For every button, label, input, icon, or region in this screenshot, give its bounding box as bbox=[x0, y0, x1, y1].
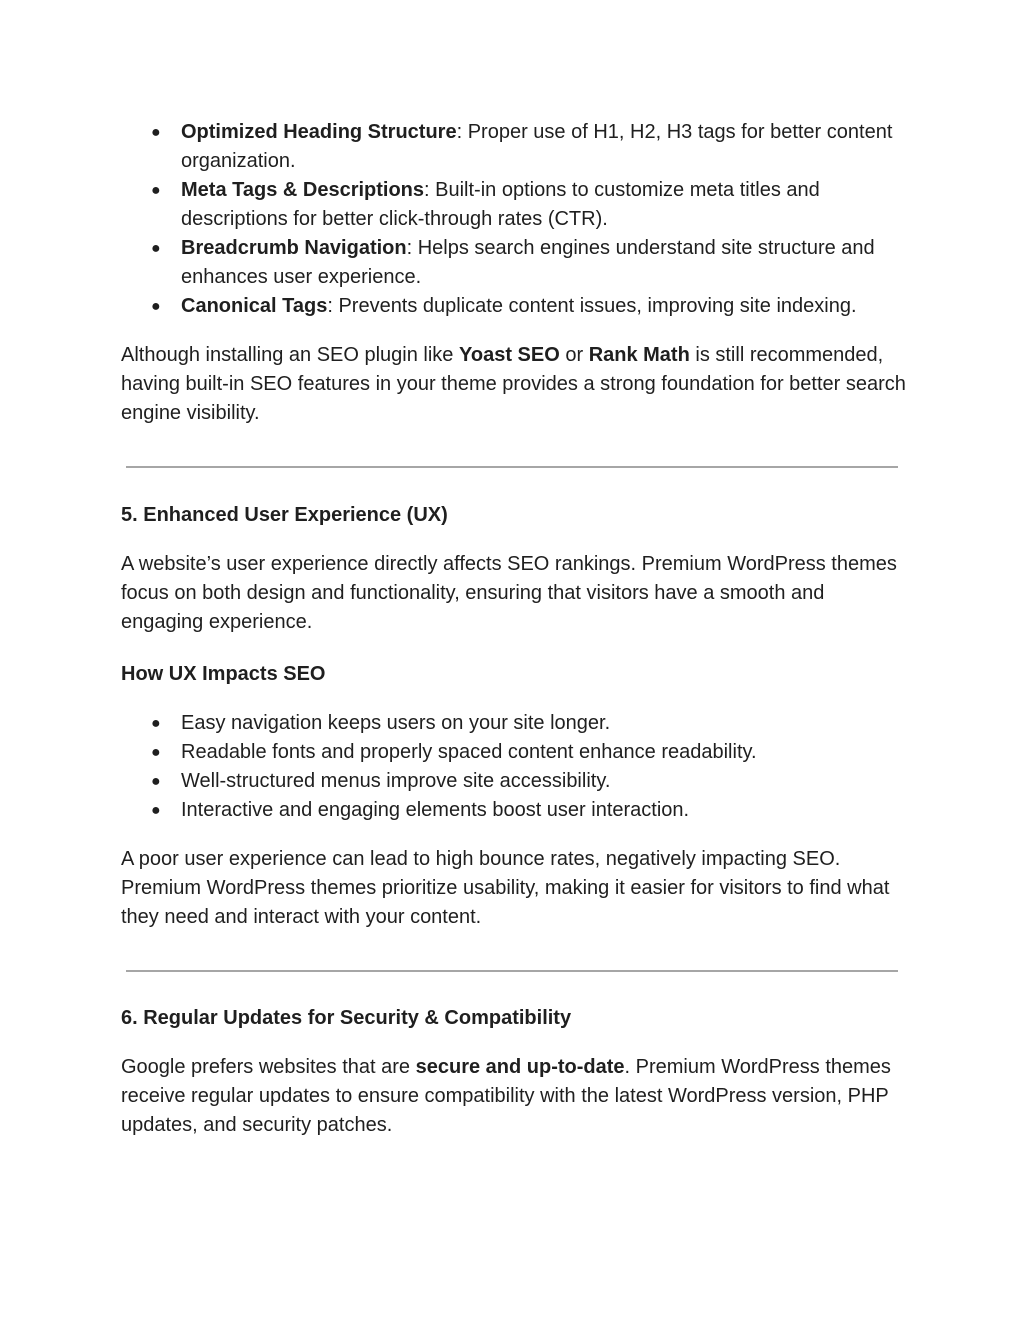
section-intro: A website’s user experience directly affects SEO rankings. Premium WordPress themes focus on both design and functionality, ensuring that visitors have a smooth and engaging experience. bbox=[121, 553, 897, 633]
list-item bbox=[121, 118, 911, 176]
list-item-text: Easy navigation keeps users on your site longer. bbox=[181, 712, 611, 734]
seo-plugin-paragraph bbox=[121, 341, 911, 428]
list-item-text: Interactive and engaging elements boost user interaction. bbox=[181, 799, 690, 821]
section-closing: A poor user experience can lead to high bounce rates, negatively impacting SEO. Premium WordPress themes prioritize usability, making it easier for visitors to find what they need and interact with your content. bbox=[121, 848, 890, 928]
section-heading: 5. Enhanced User Experience (UX) bbox=[121, 504, 448, 526]
paragraph-text: . Premium WordPress themes receive regular updates to ensure compatibility with the latest WordPress version, PHP updates, and security patches. bbox=[121, 1056, 891, 1136]
paragraph-text: or bbox=[559, 344, 589, 366]
paragraph-text: Google prefers websites that are bbox=[121, 1056, 416, 1078]
horizontal-divider bbox=[126, 970, 898, 972]
feature-term: Optimized Heading Structure bbox=[181, 121, 457, 143]
bullet-icon: ● bbox=[151, 744, 161, 761]
subsection-heading: How UX Impacts SEO bbox=[121, 663, 326, 685]
feature-text: : Helps search engines understand site structure and enhances user experience. bbox=[181, 237, 875, 288]
bullet-icon: ● bbox=[151, 715, 161, 732]
emphasis-text: secure and up-to-date bbox=[415, 1056, 625, 1078]
seo-features-list bbox=[121, 118, 911, 321]
paragraph-text: is still recommended, having built-in SEO features in your theme provides a strong foundation for better search engine visibility. bbox=[121, 344, 906, 424]
paragraph-text: Although installing an SEO plugin like bbox=[121, 344, 459, 366]
plugin-name-rankmath: Rank Math bbox=[588, 344, 690, 366]
plugin-name-yoast: Yoast SEO bbox=[459, 344, 560, 366]
document-page bbox=[121, 118, 911, 1140]
section-body bbox=[121, 1053, 911, 1140]
bullet-icon: ● bbox=[151, 124, 161, 141]
list-item-text: Readable fonts and properly spaced content enhance readability. bbox=[181, 741, 757, 763]
list-item bbox=[121, 709, 911, 738]
bullet-icon: ● bbox=[151, 773, 161, 790]
list-item bbox=[121, 292, 911, 321]
ux-impacts-list bbox=[121, 709, 911, 825]
feature-term: Canonical Tags bbox=[181, 295, 328, 317]
list-item bbox=[121, 234, 911, 292]
feature-text: : Proper use of H1, H2, H3 tags for better content organization. bbox=[181, 121, 893, 172]
list-item-text: Well-structured menus improve site accessibility. bbox=[181, 770, 611, 792]
horizontal-divider bbox=[126, 466, 898, 468]
bullet-icon: ● bbox=[151, 240, 161, 257]
list-item bbox=[121, 767, 911, 796]
bullet-icon: ● bbox=[151, 802, 161, 819]
feature-text: : Prevents duplicate content issues, improving site indexing. bbox=[327, 295, 857, 317]
list-item bbox=[121, 796, 911, 825]
bullet-icon: ● bbox=[151, 298, 161, 315]
feature-term: Breadcrumb Navigation bbox=[181, 237, 407, 259]
feature-text: : Built-in options to customize meta titles and descriptions for better click-through rates (CTR). bbox=[181, 179, 820, 230]
feature-term: Meta Tags & Descriptions bbox=[181, 179, 425, 201]
section-heading: 6. Regular Updates for Security & Compatibility bbox=[121, 1007, 572, 1029]
list-item bbox=[121, 738, 911, 767]
list-item bbox=[121, 176, 911, 234]
bullet-icon: ● bbox=[151, 182, 161, 199]
